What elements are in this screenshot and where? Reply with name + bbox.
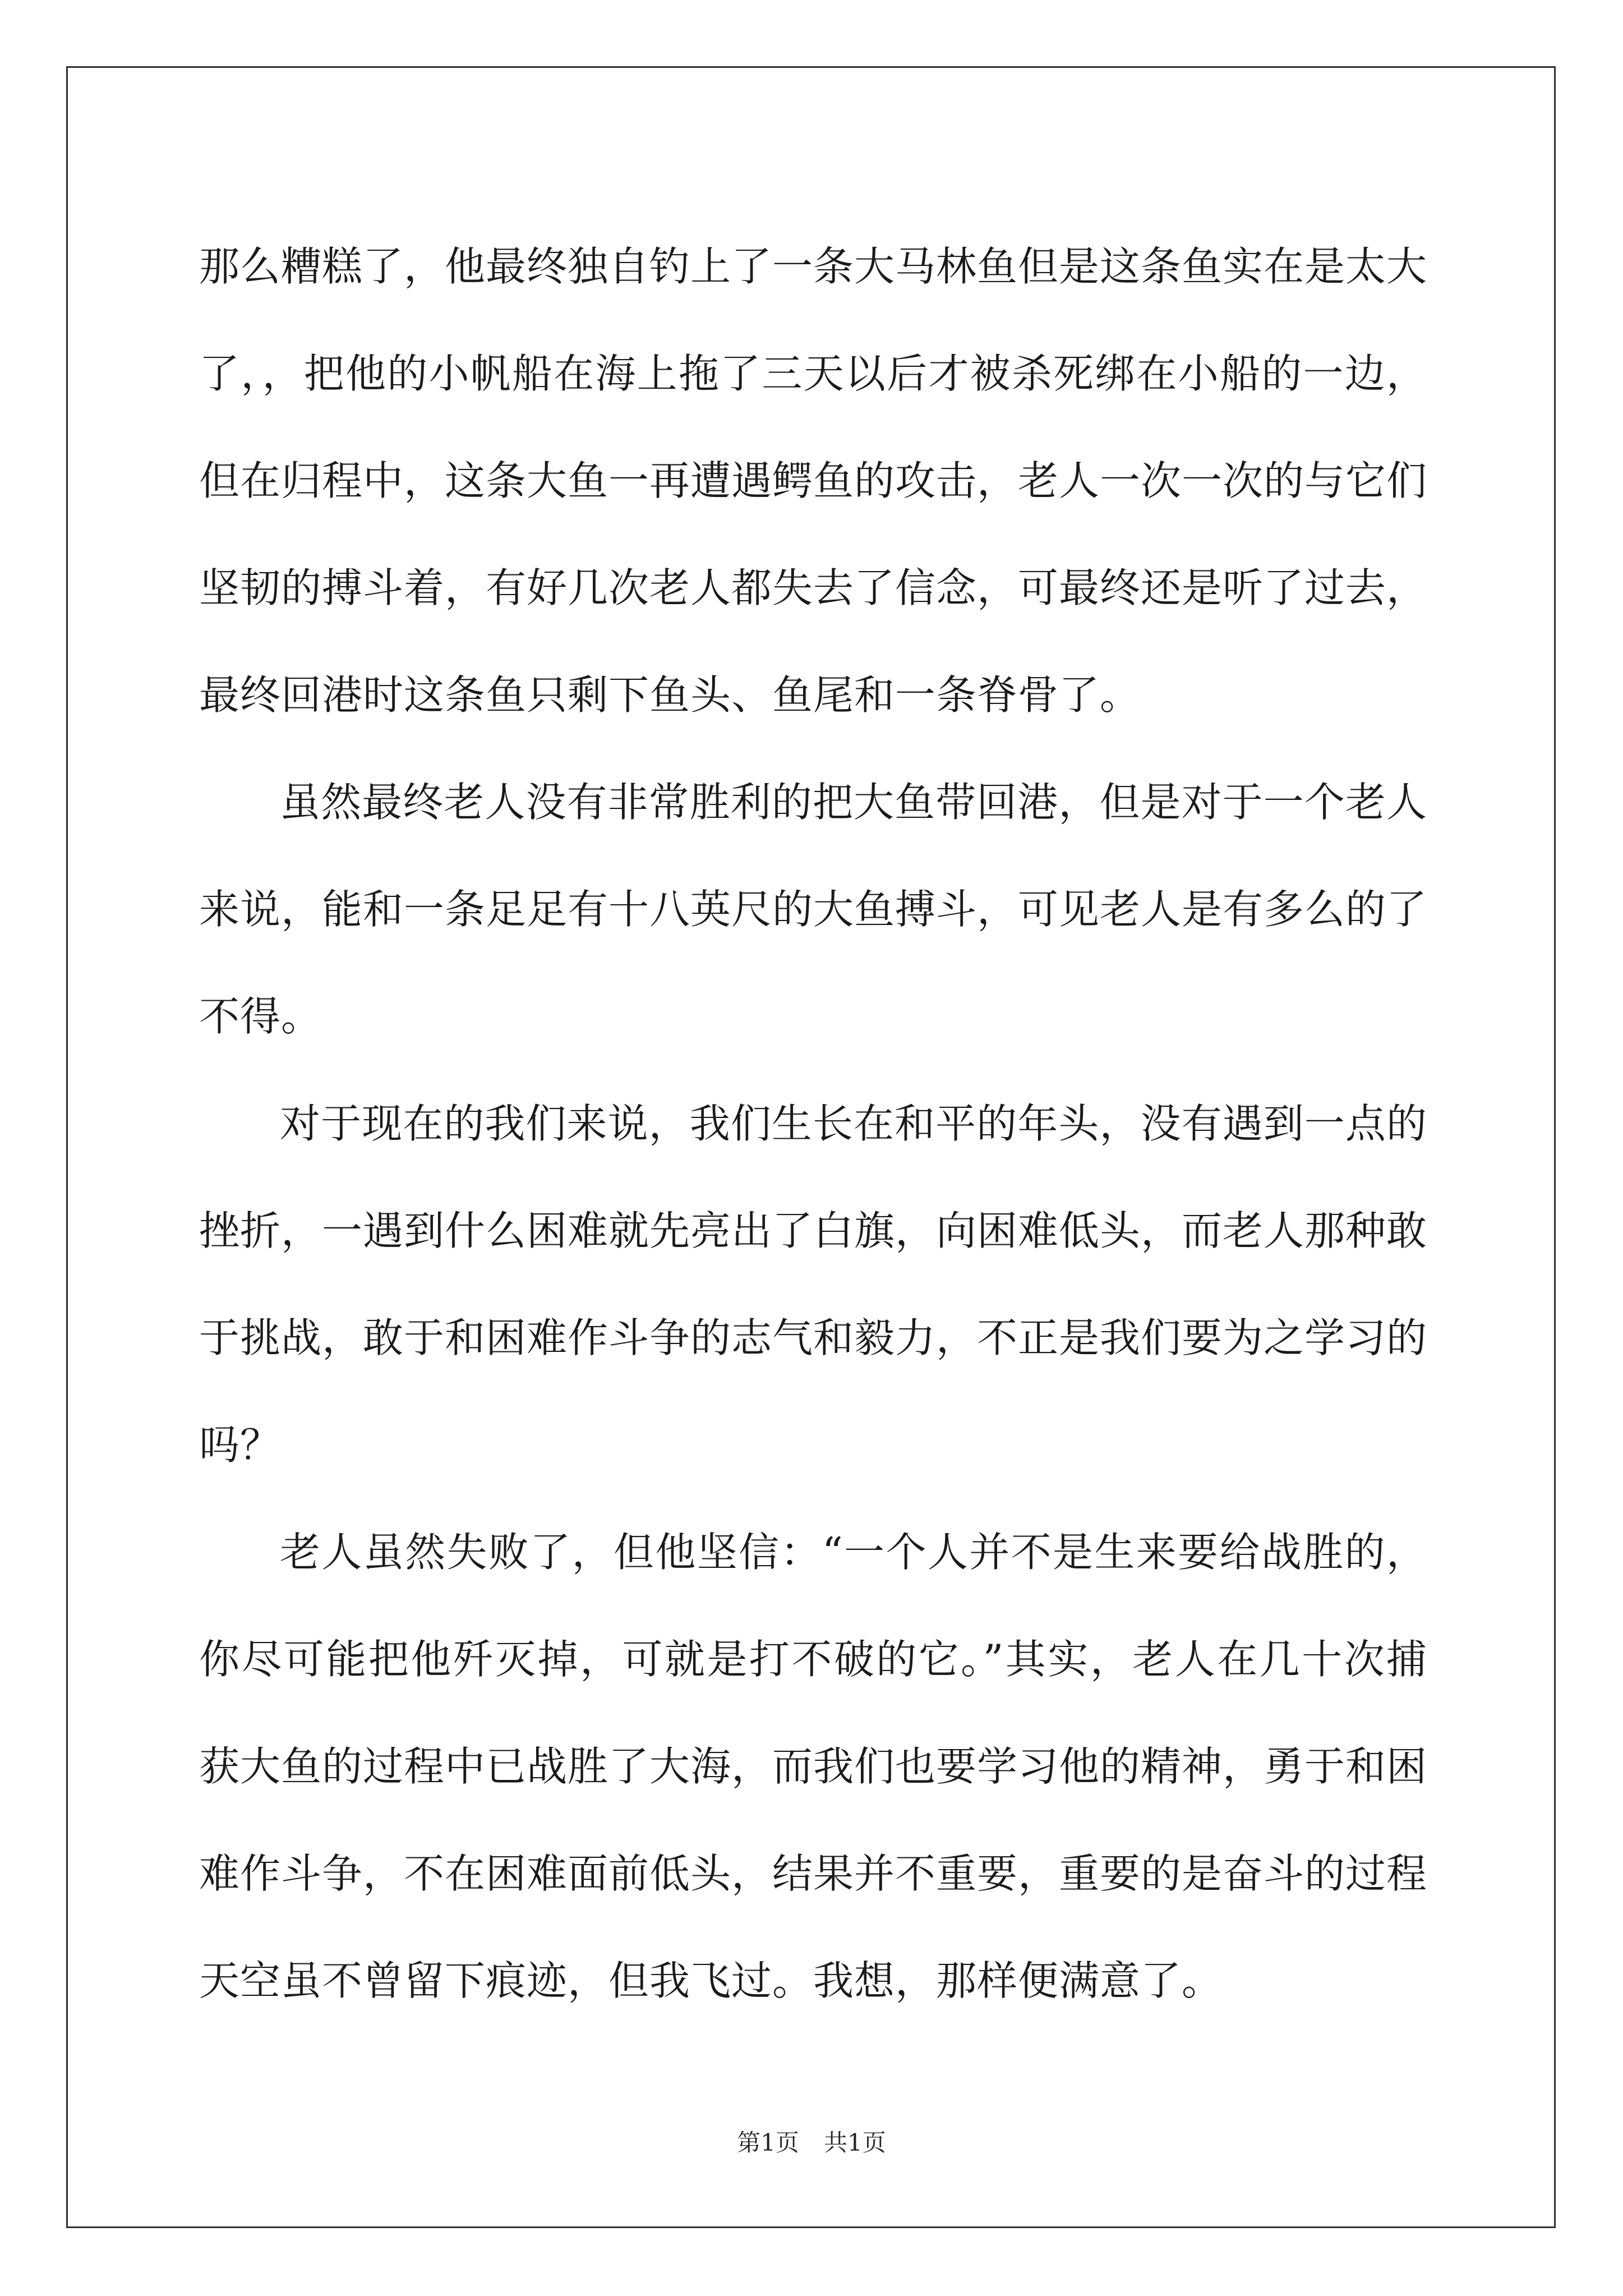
paragraph-3: 对于现在的我们来说，我们生长在和平的年头，没有遇到一点的挫折，一遇到什么困难就先亮出了白旗，向困难低头，而老人那种敢于挑战，敢于和困难作斗争的志气和毅力，不正是我们要为之学习的吗？ — [199, 1100, 1428, 1469]
page-number: 第1页 — [737, 2129, 799, 2156]
document-body — [199, 213, 1427, 2035]
paragraph-4: 老人虽然失败了，但他坚信：“一个人并不是生来要给战胜的，你尽可能把他歼灭掉，可就是打不破的它。”其实，老人在几十次捕获大鱼的过程中已战胜了大海，而我们也要学习他的精神，勇于和困难作斗争，不在困难面前低头，结果并不重要，重要的是奋斗的过程天空虽不曾留下痕迹，但我飞过。我想，那样便满意了。 — [199, 1529, 1428, 2004]
paragraph-2: 虽然最终老人没有非常胜利的把大鱼带回港，但是对于一个老人来说，能和一条足足有十八英尺的大鱼搏斗，可见老人是有多么的了不得。 — [199, 779, 1428, 1040]
page-total: 共1页 — [824, 2129, 886, 2156]
paragraph-1: 那么糟糕了，他最终独自钓上了一条大马林鱼但是这条鱼实在是太大了，，把他的小帆船在海上拖了三天以后才被杀死绑在小船的一边，但在归程中，这条大鱼一再遭遇鳄鱼的攻击，老人一次一次的与它们坚韧的搏斗着，有好几次老人都失去了信念，可最终还是听了过去，最终回港时这条鱼只剩下鱼头、鱼尾和一条脊骨了。 — [199, 243, 1428, 719]
page-footer — [0, 2126, 1623, 2160]
